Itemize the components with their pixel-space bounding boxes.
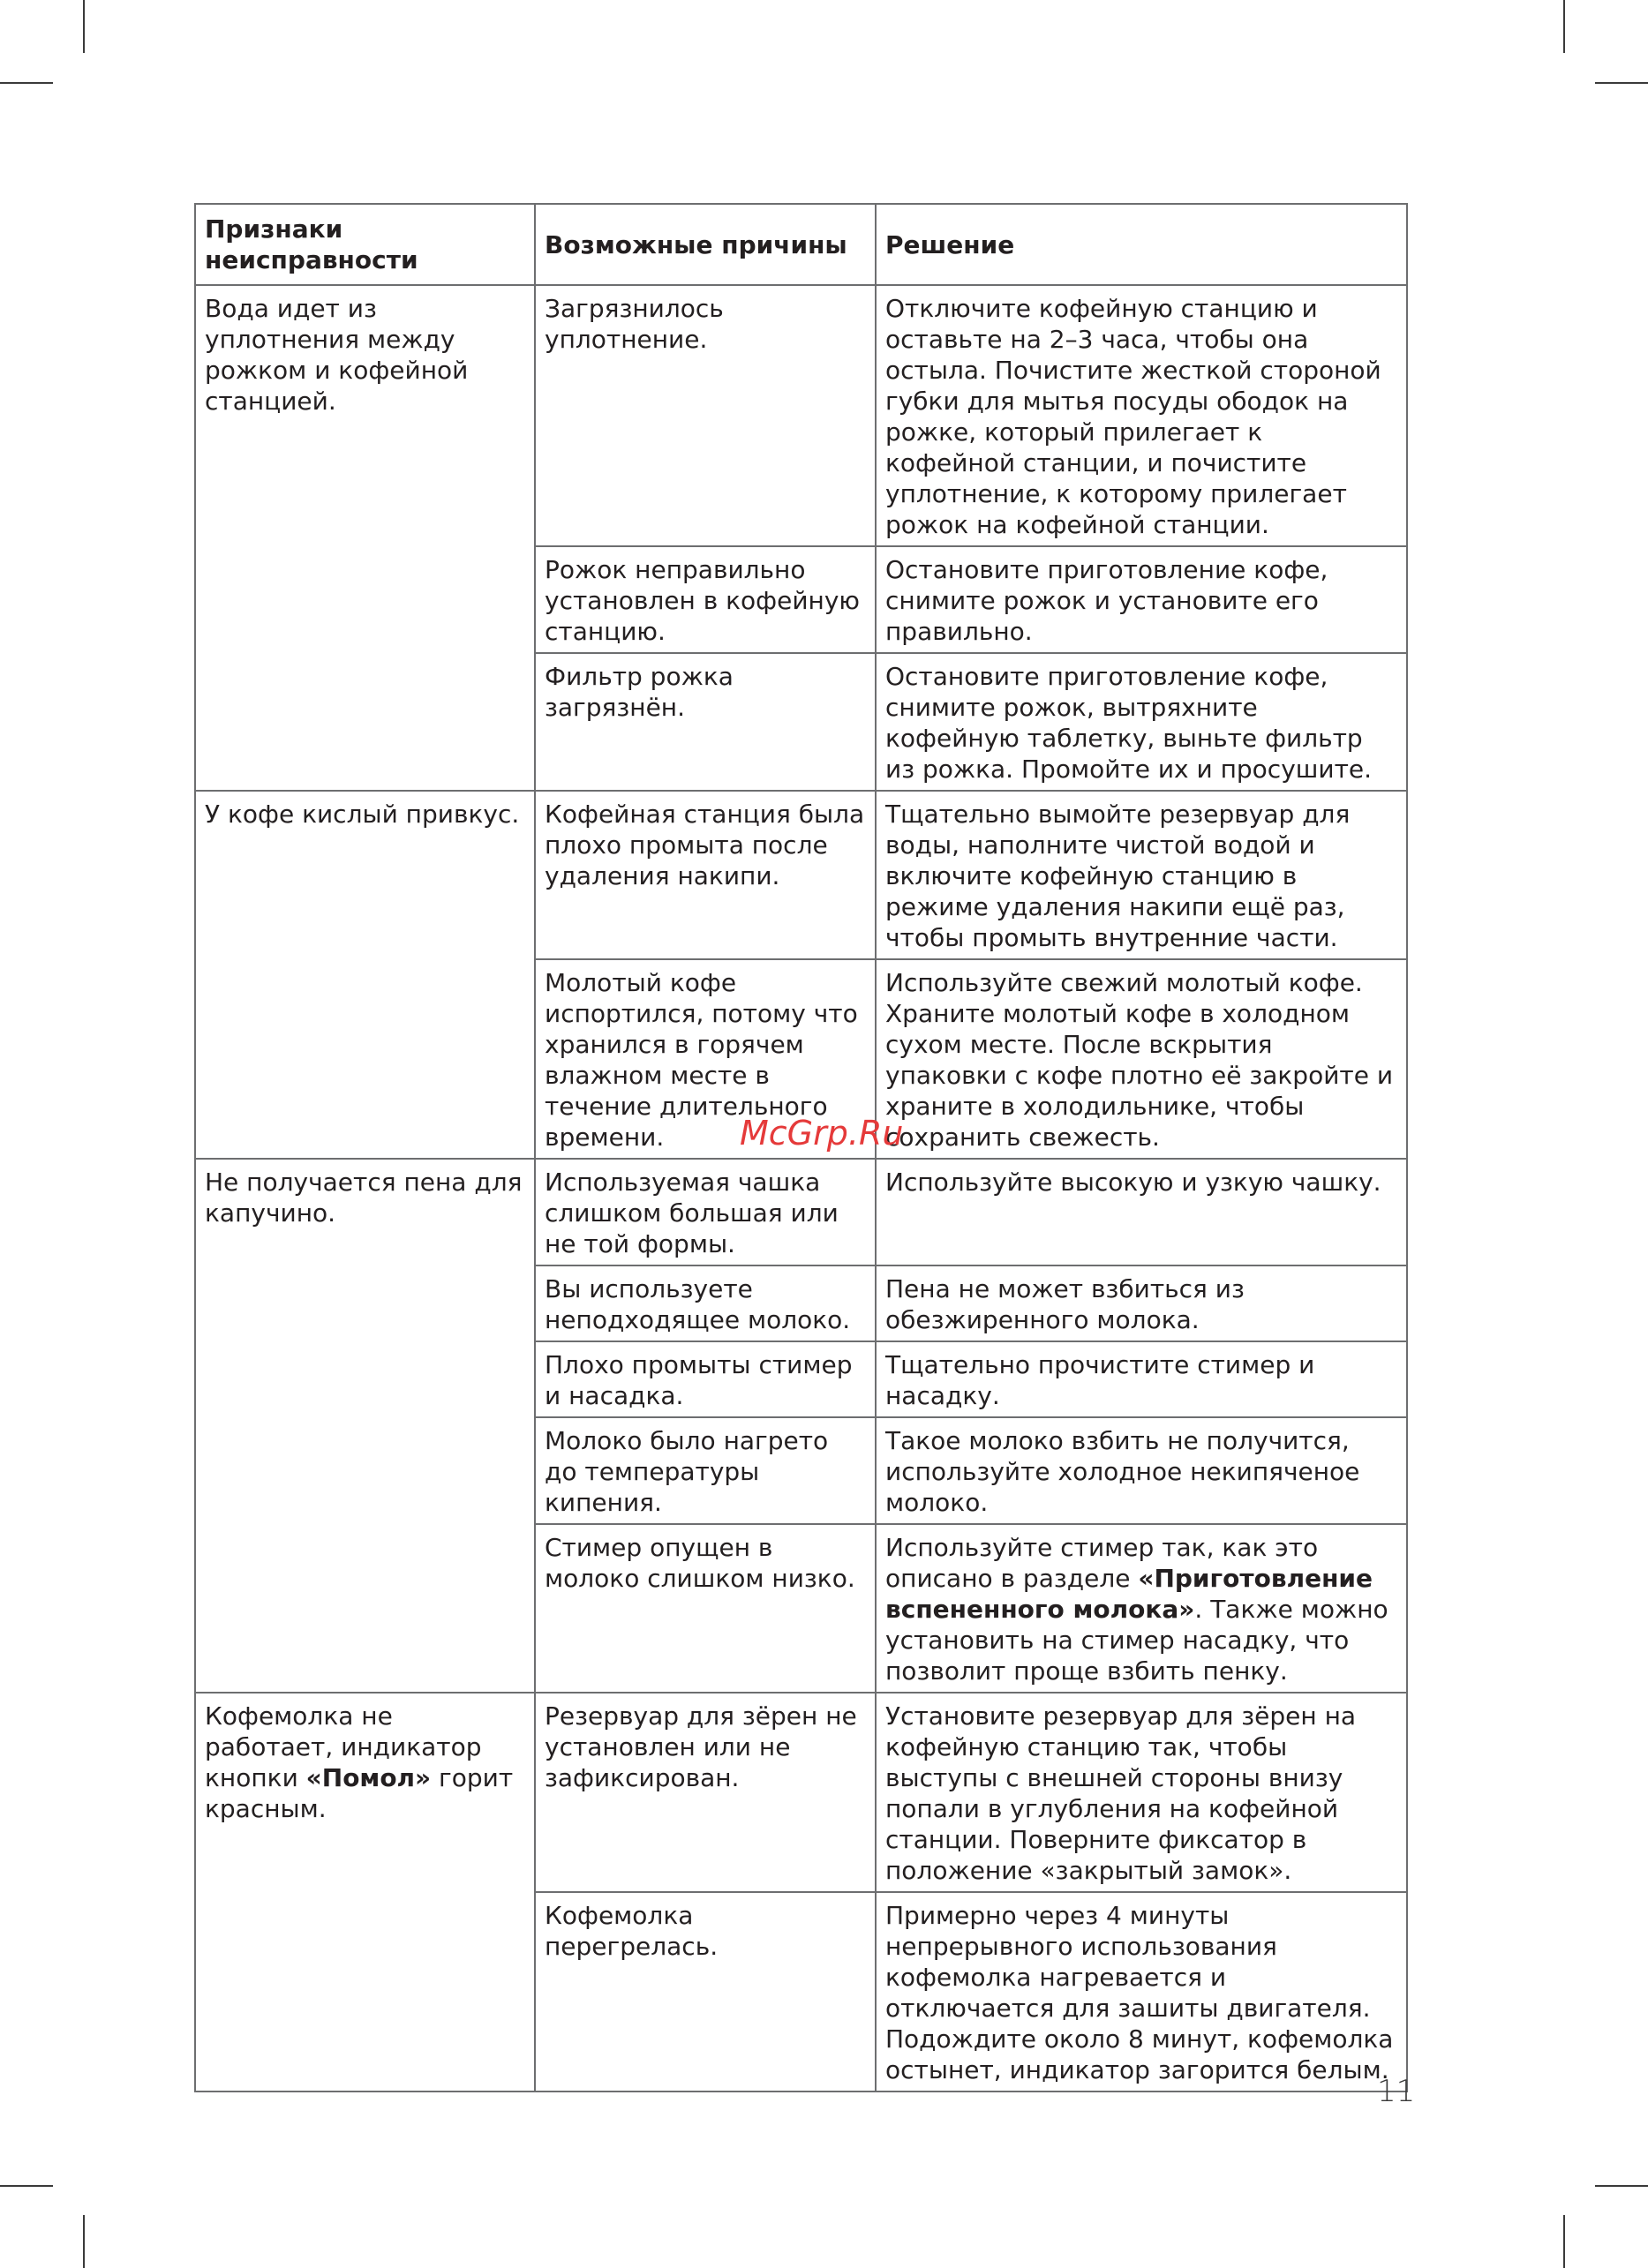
crop-mark: [0, 2185, 53, 2187]
solution-cell: Тщательно вымойте резервуар для воды, наполните чистой водой и включите кофейную станцию в режиме удаления накипи ещё раз, чтобы промыть внутренние части.: [876, 791, 1407, 959]
table-row: [195, 285, 1407, 546]
cause-cell: Фильтр рожка загрязнён.: [535, 653, 876, 791]
table-row: [195, 1693, 1407, 1892]
solution-cell: Используйте высокую и узкую чашку.: [876, 1159, 1407, 1265]
watermark: McGrp.Ru: [740, 1114, 904, 1153]
cause-cell: Молотый кофе испортился, потому что хранился в горячем влажном месте в течение длительного времени.: [535, 959, 876, 1159]
section-reference: «Приготовление вспененного молока»: [885, 1564, 1373, 1624]
header-symptoms: Признаки неисправности: [195, 204, 535, 285]
crop-mark: [1595, 82, 1648, 84]
cause-cell: Кофемолка перегрелась.: [535, 1892, 876, 2092]
header-causes: Возможные причины: [535, 204, 876, 285]
solution-cell: Пена не может взбиться из обезжиренного молока.: [876, 1265, 1407, 1341]
solution-text: . Также можно установить на стимер насадку, что позволит проще взбить пенку.: [885, 1595, 1388, 1686]
solution-cell: Такое молоко взбить не получится, используйте холодное некипяченое молоко.: [876, 1417, 1407, 1524]
cause-cell: Рожок неправильно установлен в кофейную станцию.: [535, 546, 876, 653]
solution-cell: Примерно через 4 минуты непрерывного использования кофемолка нагревается и отключается для зашиты двигателя. Подождите около 8 минут, кофемолка остынет, индикатор загорится белым.: [876, 1892, 1407, 2092]
cause-cell: Стимер опущен в молоко слишком низко.: [535, 1524, 876, 1693]
symptom-cell: [195, 1693, 535, 2092]
table-header-row: [195, 204, 1407, 285]
button-name: «Помол»: [305, 1763, 432, 1792]
solution-cell: Используйте свежий молотый кофе. Храните молотый кофе в холодном сухом месте. После вскрытия упаковки с кофе плотно её закройте и храните в холодильнике, чтобы сохранить свежесть.: [876, 959, 1407, 1159]
symptom-cell: Не получается пена для капучино.: [195, 1159, 535, 1693]
cause-cell: Резервуар для зёрен не установлен или не зафиксирован.: [535, 1693, 876, 1892]
symptom-text: горит красным.: [205, 1763, 514, 1823]
cause-cell: Кофейная станция была плохо промыта после удаления накипи.: [535, 791, 876, 959]
solution-cell: [876, 1524, 1407, 1693]
solution-cell: Остановите приготовление кофе, снимите рожок, вытряхните кофейную таблетку, выньте фильтр из рожка. Промойте их и просушите.: [876, 653, 1407, 791]
page-number: 11: [1377, 2074, 1416, 2109]
crop-mark: [0, 82, 53, 84]
table-row: [195, 1159, 1407, 1265]
crop-mark: [1595, 2185, 1648, 2187]
solution-cell: Остановите приготовление кофе, снимите рожок и установите его правильно.: [876, 546, 1407, 653]
cause-cell: Используемая чашка слишком большая или не той формы.: [535, 1159, 876, 1265]
symptom-cell: У кофе кислый привкус.: [195, 791, 535, 1159]
solution-cell: Установите резервуар для зёрен на кофейную станцию так, чтобы выступы с внешней стороны внизу попали в углубления на кофейной станции. Поверните фиксатор в положение «закрытый замок».: [876, 1693, 1407, 1892]
crop-mark: [83, 2215, 85, 2268]
header-solution: Решение: [876, 204, 1407, 285]
solution-cell: Тщательно прочистите стимер и насадку.: [876, 1341, 1407, 1417]
solution-text: Используйте стимер так, как это описано в разделе: [885, 1533, 1319, 1593]
solution-cell: Отключите кофейную станцию и оставьте на 2–3 часа, чтобы она остыла. Почистите жесткой стороной губки для мытья посуды ободок на рожке, который прилегает к кофейной станции, и почистите уплотнение, к которому прилегает рожок на кофейной станции.: [876, 285, 1407, 546]
cause-cell: Загрязнилось уплотнение.: [535, 285, 876, 546]
crop-mark: [1563, 0, 1565, 53]
cause-cell: Вы используете неподходящее молоко.: [535, 1265, 876, 1341]
table-row: [195, 791, 1407, 959]
crop-mark: [1563, 2215, 1565, 2268]
symptom-text: Кофемолка не работает, индикатор кнопки: [205, 1701, 482, 1792]
cause-cell: Плохо промыты стимер и насадка.: [535, 1341, 876, 1417]
crop-mark: [83, 0, 85, 53]
symptom-cell: Вода идет из уплотнения между рожком и кофейной станцией.: [195, 285, 535, 791]
cause-cell: Молоко было нагрето до температуры кипения.: [535, 1417, 876, 1524]
